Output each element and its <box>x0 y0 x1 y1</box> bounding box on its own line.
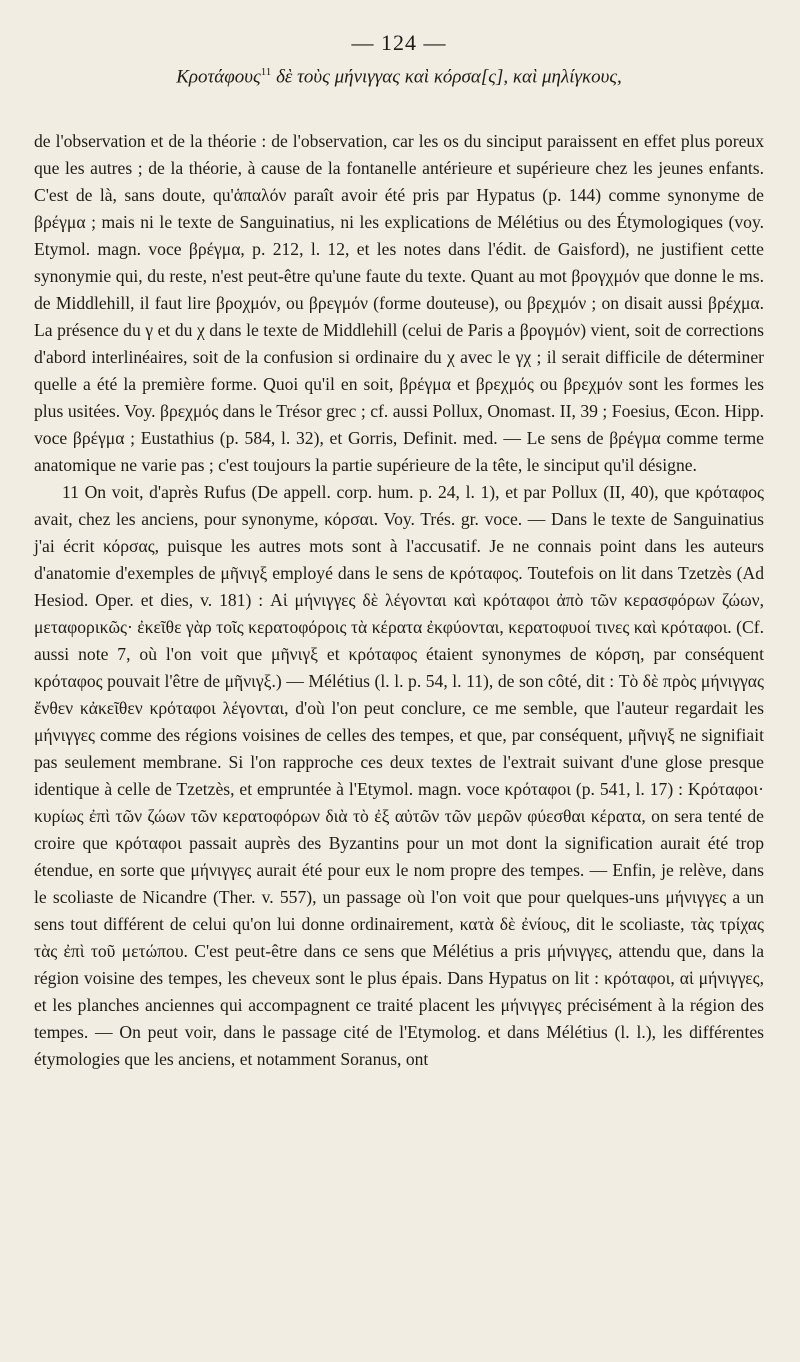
paragraph-1: de l'observation et de la théorie : de l'observation, car les os du sinciput paraissent en effet plus poreux que les autres ; de la théorie, à cause de la fontanelle antérieure et supérieure chez les jeunes enfants. C'est de là, sans doute, qu'ἁπαλόν paraît avoir été pris par Hypatus (p. 144) comme synonyme de βρέγμα ; mais ni le texte de Sanguinatius, ni les explications de Mélétius ou des Étymologiques (voy. Etymol. magn. voce βρέγμα, p. 212, l. 12, et les notes dans l'édit. de Gaisford), ne justifient cette synonymie qui, du reste, n'est peut-être qu'une faute du texte. Quant au mot βρογχμόν que donne le ms. de Middlehill, il faut lire βροχμόν, ou βρεγμόν (forme douteuse), ou βρεχμόν ; on disait aussi βρέχμα. La présence du γ et du χ dans le texte de Middlehill (celui de Paris a βρογμόν) vient, soit de corrections d'abord interlinéaires, soit de la confusion si ordinaire du χ avec le γχ ; il serait difficile de déterminer quelle a été la première forme. Quoi qu'il en soit, βρέγμα et βρεχμός ou βρεχμόν sont les formes les plus usitées. Voy. βρεχμός dans le Trésor grec ; cf. aussi Pollux, Onomast. II, 39 ; Foesius, Œcon. Hipp. voce βρέγμα ; Eustathius (p. 584, l. 32), et Gorris, Definit. med. — Le sens de βρέγμα comme terme anatomique ne varie pas ; c'est toujours la partie supérieure de la tête, le sinciput qu'il désigne. <box>34 131 764 476</box>
page-number: — 124 — <box>351 30 447 55</box>
continuation-line <box>34 66 764 88</box>
continuation-word: Κροτάφους <box>176 66 261 88</box>
continuation-rest: δὲ τοὺς μήνιγγας καὶ κόρσα[ς], καὶ μηλίγκους, <box>271 66 622 88</box>
paragraph-note-11: 11 On voit, d'après Rufus (De appell. corp. hum. p. 24, l. 1), et par Pollux (II, 40), que κρόταφος avait, chez les anciens, pour synonyme, κόρσαι. Voy. Trés. gr. voce. — Dans le texte de Sanguinatius j'ai écrit κόρσας, puisque les autres mots sont à l'accusatif. Je ne connais point dans les auteurs d'anatomie d'exemples de μῆνιγξ employé dans le sens de κρόταφος. Toutefois on lit dans Tzetzès (Ad Hesiod. Oper. et dies, v. 181) : Αἱ μήνιγγες δὲ λέγονται καὶ κρόταφοι ἀπὸ τῶν κερασφόρων ζώων, μεταφορικῶς· ἐκεῖθε γὰρ τοῖς κερατοφόροις τὰ κέρατα ἐκφύονται, κερατοφυοί τινες καὶ κρόταφοι. (Cf. aussi note 7, où l'on voit que μῆνιγξ et κρόταφος étaient synonymes de κόρση, par conséquent κρόταφος pouvait l'être de μῆνιγξ.) — Mélétius (l. l. p. 54, l. 11), de son côté, dit : Τὸ δὲ πρὸς μήνιγγας ἔνθεν κἀκεῖθεν κρόταφοι λέγονται, d'où l'on peut conclure, ce me semble, que l'auteur regardait les μήνιγγες comme des régions voisines de celles des tempes, et que, par conséquent, μῆνιγξ ne signifiait pas seulement membrane. Si l'on rapproche ces deux textes de l'extrait suivant d'une glose presque identique à celle de Tzetzès, et empruntée à l'Etymol. magn. voce κρόταφοι (p. 541, l. 17) : Κρόταφοι· κυρίως ἐπὶ τῶν ζώων τῶν κερατοφόρων διὰ τὸ ἐξ αὐτῶν τῶν μερῶν φύεσθαι κέρατα, on sera tenté de croire que κρόταφοι passait auprès des Byzantins pour un mot dont la signification aurait été trop étendue, en sorte que μήνιγγες aurait été pour eux le nom propre des tempes. — Enfin, je relève, dans le scoliaste de Nicandre (Ther. v. 557), un passage où l'on voit que pour quelques-uns μήνιγγες a un sens tout différent de celui qu'on lui donne ordinairement, κατὰ δὲ ἐνίους, dit le scoliaste, τὰς τρίχας τὰς ἐπὶ τοῦ μετώπου. C'est peut-être dans ce sens que Mélétius a pris μήνιγγες, attendu que, dans la région voisine des tempes, les cheveux sont le plus épais. Dans Hypatus on lit : κρόταφοι, αἱ μήνιγγες, et les planches anciennes qui accompagnent ce traité placent les μήνιγγες précisément à la région des tempes. — On peut voir, dans le passage cité de l'Etymolog. et dans Mélétius (l. l.), les différentes étymologies que les anciens, et notamment Soranus, ont <box>34 482 764 1070</box>
footnote-mark: 11 <box>260 66 272 78</box>
